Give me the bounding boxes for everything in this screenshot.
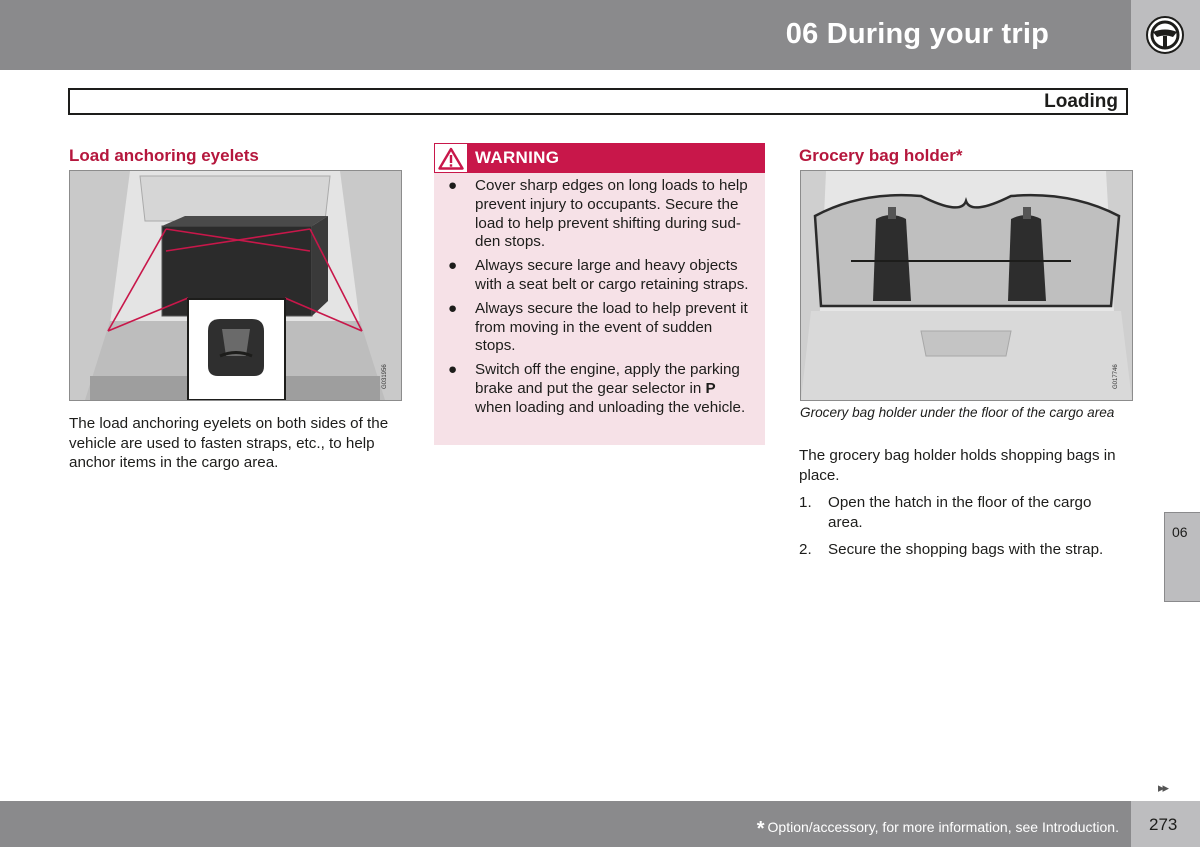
load-anchoring-description: The load anchoring eyelets on both sides of the vehicle are used to fasten straps, etc., to help anchor items in the cargo area.: [69, 415, 389, 471]
warning-item: [434, 361, 765, 417]
continue-arrow-icon: ▸▸: [1158, 780, 1168, 795]
grocery-bag-holder-heading: Grocery bag holder*: [799, 146, 963, 165]
chapter-header-bar: [0, 0, 1131, 70]
warning-box: [434, 143, 765, 445]
page-number: 273: [1149, 815, 1178, 834]
section-bar: [68, 88, 1128, 115]
warning-item: [434, 177, 765, 252]
grocery-bag-steps: [799, 493, 1129, 568]
step-item: [799, 540, 1129, 560]
warning-triangle-icon: [438, 147, 464, 170]
grocery-bag-description: The grocery bag holder holds shopping bags in place.: [799, 447, 1116, 484]
warning-item-text-part: Switch off the engine, apply the parking brake and put the gear selector in: [475, 361, 740, 397]
chapter-side-tab[interactable]: [1164, 512, 1200, 602]
warning-item-text: Cover sharp edges on long loads to help prevent injury to occupants. Secure the load to help prevent shifting during sud-den stops.: [475, 177, 748, 251]
grocery-bag-figure: [800, 170, 1133, 401]
footer-bar: [0, 801, 1131, 847]
step-item: [799, 493, 1129, 532]
warning-icon-cell: [434, 143, 468, 173]
chapter-icon-box: [1131, 0, 1200, 70]
warning-list: [434, 177, 765, 423]
warning-title: WARNING: [475, 148, 560, 167]
bullet-icon: ●: [448, 257, 458, 275]
bullet-icon: ●: [448, 177, 458, 194]
step-text: Secure the shopping bags with the strap.: [828, 541, 1104, 558]
bullet-icon: ●: [448, 361, 458, 379]
warning-item-text: [475, 361, 745, 416]
page-number-box: [1131, 801, 1200, 847]
gear-position-p: P: [705, 379, 716, 397]
steering-wheel-icon: [1145, 15, 1185, 55]
cargo-eyelets-illustration: [70, 171, 401, 400]
section-title: Loading: [1044, 91, 1118, 112]
bullet-icon: ●: [448, 299, 458, 317]
warning-item-text-part: when loading and unloading the vehicle.: [475, 398, 746, 416]
load-anchoring-heading: Load anchoring eyelets: [69, 146, 259, 165]
cargo-eyelets-figure: [69, 170, 402, 401]
chapter-title: 06 During your trip: [785, 18, 1049, 50]
asterisk: *: [756, 818, 765, 840]
footer-note-text: Option/accessory, for more information, see Introduction.: [767, 819, 1119, 835]
warning-item-text: Always secure the load to help prevent it from moving in the event of sudden stops.: [475, 299, 748, 355]
warning-header: [434, 143, 765, 173]
side-tab-label: 06: [1172, 524, 1188, 540]
warning-item-text: Always secure large and heavy objects with a seat belt or cargo retaining straps.: [475, 257, 749, 293]
figure-code-right: G017746: [1113, 364, 1119, 389]
figure-code-left: G031956: [382, 364, 388, 389]
warning-item: [434, 300, 765, 356]
warning-item: [434, 257, 765, 295]
grocery-bag-caption: Grocery bag holder under the floor of the cargo area: [800, 405, 1115, 420]
step-number: 2.: [799, 541, 812, 558]
footer-note: [757, 818, 1119, 841]
step-number: 1.: [799, 494, 812, 511]
grocery-bag-illustration: [801, 171, 1132, 400]
step-text: Open the hatch in the floor of the cargo area.: [828, 494, 1092, 531]
